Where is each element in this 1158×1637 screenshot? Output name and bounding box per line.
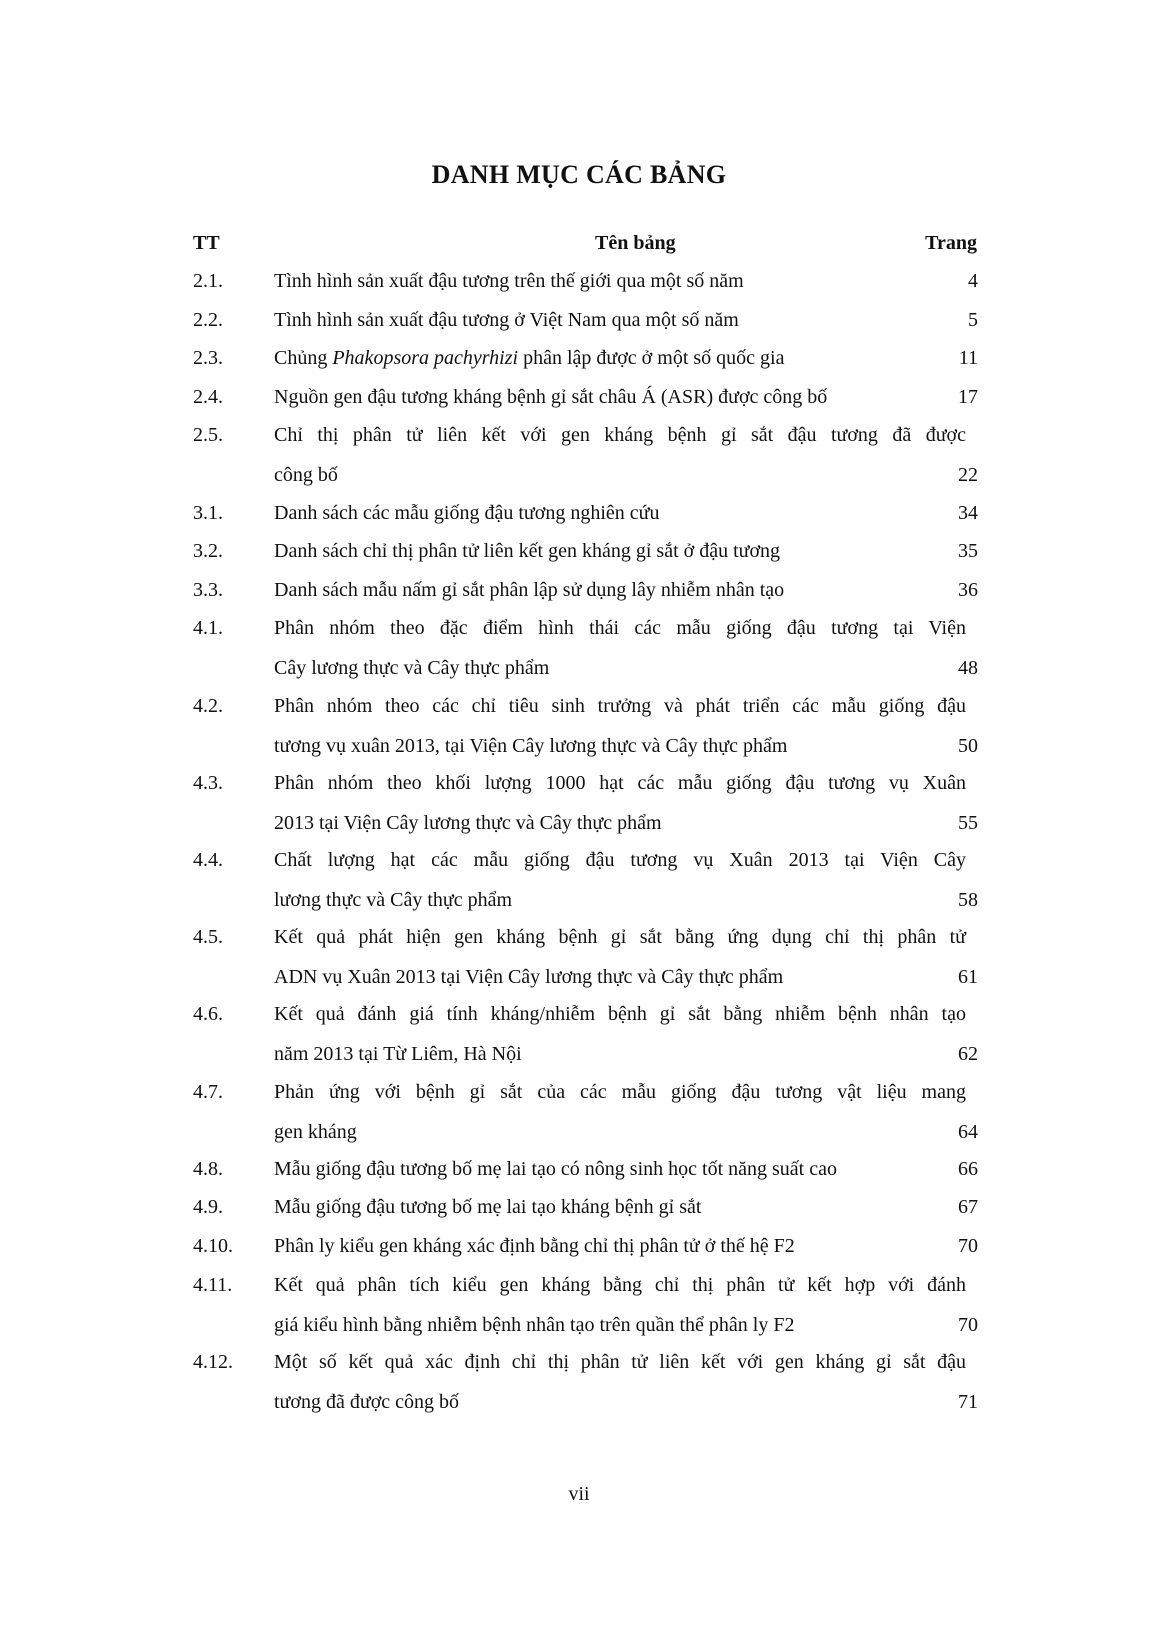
table-number: 4.5. bbox=[193, 926, 223, 949]
table-number: 4.1. bbox=[193, 617, 223, 640]
table-name-continued: gen kháng bbox=[274, 1120, 357, 1143]
table-number: 4.7. bbox=[193, 1080, 223, 1103]
column-header-tt: TT bbox=[193, 232, 220, 254]
table-number: 4.8. bbox=[193, 1157, 223, 1180]
page-title: DANH MỤC CÁC BẢNG bbox=[431, 160, 727, 189]
table-name: Một số kết quả xác định chỉ thị phân tử liên kết với gen kháng gỉ sắt đậu bbox=[274, 1350, 966, 1373]
table-number: 4.3. bbox=[193, 771, 223, 794]
page-ref: 17 bbox=[958, 385, 978, 408]
page-ref: 71 bbox=[958, 1390, 978, 1413]
table-number: 2.3. bbox=[193, 347, 223, 370]
table-name: Danh sách mẫu nấm gỉ sắt phân lập sử dụng lây nhiễm nhân tạo bbox=[274, 578, 785, 601]
page-ref: 55 bbox=[958, 811, 978, 834]
table-number: 3.1. bbox=[193, 501, 223, 524]
column-header-page: Trang bbox=[925, 232, 977, 254]
page-ref: 67 bbox=[958, 1196, 978, 1219]
table-name-continued: 2013 tại Viện Cây lương thực và Cây thực phẩm bbox=[274, 811, 662, 834]
table-name bbox=[274, 347, 784, 370]
table-name: Tình hình sản xuất đậu tương trên thế giới qua một số năm bbox=[274, 270, 744, 292]
table-name: Phản ứng với bệnh gỉ sắt của các mẫu giống đậu tương vật liệu mang bbox=[274, 1080, 966, 1103]
page-ref: 35 bbox=[958, 540, 978, 563]
page-ref: 61 bbox=[958, 966, 978, 989]
table-name-continued: năm 2013 tại Từ Liêm, Hà Nội bbox=[274, 1043, 522, 1066]
table-name: Nguồn gen đậu tương kháng bệnh gỉ sắt châu Á (ASR) được công bố bbox=[274, 385, 828, 408]
table-number: 3.2. bbox=[193, 540, 223, 563]
page-ref: 70 bbox=[958, 1313, 978, 1336]
page-ref: 58 bbox=[958, 889, 978, 911]
table-name: Mẫu giống đậu tương bố mẹ lai tạo kháng bệnh gỉ sắt bbox=[274, 1196, 702, 1219]
table-number: 2.1. bbox=[193, 270, 223, 292]
table-name: Phân ly kiểu gen kháng xác định bằng chỉ thị phân tử ở thế hệ F2 bbox=[274, 1235, 795, 1257]
page-ref: 4 bbox=[968, 270, 978, 292]
table-name-continued: tương vụ xuân 2013, tại Viện Cây lương thực và Cây thực phẩm bbox=[274, 734, 788, 757]
table-name: Chất lượng hạt các mẫu giống đậu tương vụ Xuân 2013 tại Viện Cây bbox=[274, 849, 966, 871]
table-name: Danh sách chỉ thị phân tử liên kết gen kháng gỉ sắt ở đậu tương bbox=[274, 540, 781, 563]
table-number: 4.10. bbox=[193, 1235, 233, 1257]
page-ref: 50 bbox=[958, 734, 978, 757]
page-ref: 62 bbox=[958, 1043, 978, 1066]
table-name: Chỉ thị phân tử liên kết với gen kháng bệnh gỉ sắt đậu tương đã được bbox=[274, 424, 966, 447]
page-ref: 11 bbox=[958, 347, 978, 370]
table-number: 4.11. bbox=[193, 1273, 233, 1296]
page-ref: 64 bbox=[958, 1120, 978, 1143]
page-ref: 66 bbox=[958, 1157, 978, 1180]
table-name-continued: Cây lương thực và Cây thực phẩm bbox=[274, 657, 550, 680]
table-number: 4.2. bbox=[193, 694, 223, 717]
table-name-continued: tương đã được công bố bbox=[274, 1390, 460, 1413]
page-ref: 48 bbox=[958, 657, 978, 680]
table-number: 4.9. bbox=[193, 1196, 223, 1219]
page-ref: 22 bbox=[958, 464, 978, 487]
table-number: 2.5. bbox=[193, 424, 223, 447]
table-name: Danh sách các mẫu giống đậu tương nghiên cứu bbox=[274, 501, 660, 524]
table-number: 2.2. bbox=[193, 308, 223, 331]
table-number: 4.6. bbox=[193, 1003, 223, 1026]
page-number: vii bbox=[568, 1483, 590, 1505]
table-number: 4.12. bbox=[193, 1350, 233, 1373]
table-name-continued: lương thực và Cây thực phẩm bbox=[274, 889, 513, 911]
page-ref: 36 bbox=[958, 578, 978, 601]
page-ref: 34 bbox=[958, 501, 978, 524]
table-name: Phân nhóm theo các chỉ tiêu sinh trưởng và phát triển các mẫu giống đậu bbox=[274, 694, 966, 717]
table-name: Phân nhóm theo khối lượng 1000 hạt các mẫu giống đậu tương vụ Xuân bbox=[274, 771, 966, 794]
table-name: Kết quả đánh giá tính kháng/nhiễm bệnh gỉ sắt bằng nhiễm bệnh nhân tạo bbox=[274, 1003, 966, 1026]
page-ref: 70 bbox=[958, 1235, 978, 1257]
table-name: Kết quả phát hiện gen kháng bệnh gỉ sắt bằng ứng dụng chỉ thị phân tử bbox=[274, 926, 966, 949]
table-name-continued: công bố bbox=[274, 464, 338, 487]
table-name-continued: giá kiểu hình bằng nhiễm bệnh nhân tạo trên quần thể phân ly F2 bbox=[274, 1313, 795, 1336]
column-header-name: Tên bảng bbox=[595, 232, 676, 254]
table-number: 3.3. bbox=[193, 578, 223, 601]
table-name-part: Chủng bbox=[274, 347, 333, 370]
table-name: Tình hình sản xuất đậu tương ở Việt Nam qua một số năm bbox=[274, 308, 739, 331]
table-name-continued: ADN vụ Xuân 2013 tại Viện Cây lương thực và Cây thực phẩm bbox=[274, 966, 784, 989]
page-ref: 5 bbox=[968, 308, 978, 331]
table-name: Mẫu giống đậu tương bố mẹ lai tạo có nông sinh học tốt năng suất cao bbox=[274, 1157, 837, 1180]
table-number: 2.4. bbox=[193, 385, 223, 408]
table-name: Phân nhóm theo đặc điểm hình thái các mẫu giống đậu tương tại Viện bbox=[274, 617, 966, 640]
table-number: 4.4. bbox=[193, 849, 223, 871]
species-name: Phakopsora pachyrhizi bbox=[332, 347, 519, 370]
table-name: Kết quả phân tích kiểu gen kháng bằng chỉ thị phân tử kết hợp với đánh bbox=[274, 1273, 966, 1296]
table-name-part: phân lập được ở một số quốc gia bbox=[518, 347, 785, 370]
